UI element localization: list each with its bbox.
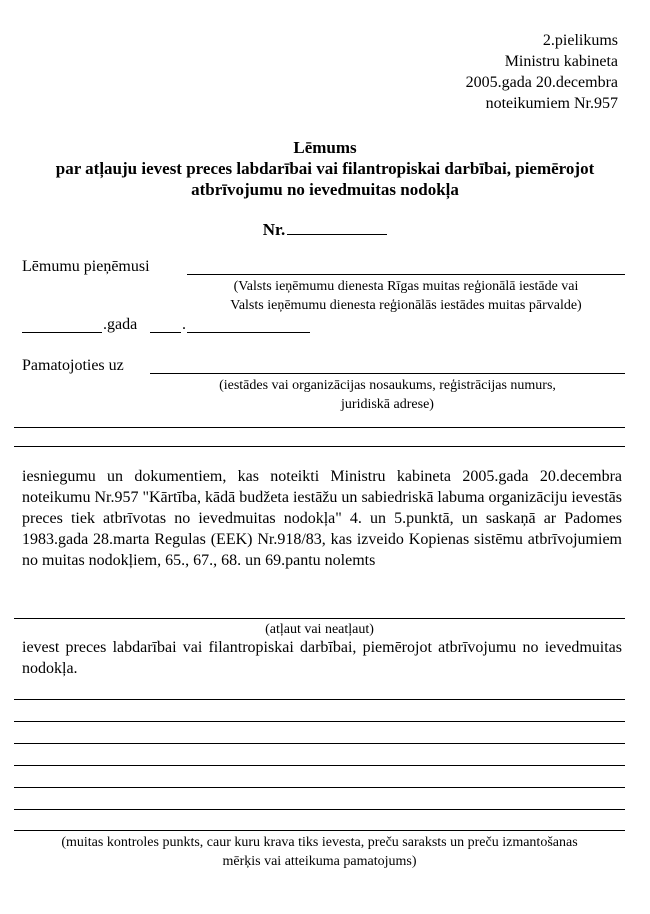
title-line-2: par atļauju ievest preces labdarībai vai filantropiskai darbībai, piemērojot: [55, 159, 595, 178]
decision-made-by-hint-1: (Valsts ieņēmumu dienesta Rīgas muitas reģionālā iestāde vai: [233, 279, 579, 294]
decision-made-by-hint-2: Valsts ieņēmumu dienesta reģionālās iestādes muitas pārvalde): [230, 298, 582, 313]
title-line-1: Lēmums: [293, 138, 357, 157]
blank-line-3: [14, 699, 625, 700]
date-month-line: [187, 332, 310, 333]
blank-line-7: [14, 787, 625, 788]
decision-made-by-line: [187, 274, 625, 275]
appendix-line-1: 2.pielikums: [542, 32, 618, 49]
appendix-line-4: noteikumiem Nr.957: [485, 95, 618, 112]
footer-hint-1: (muitas kontroles punkts, caur kuru krava tiks ievesta, preču saraksts un preču izmantošanas: [61, 835, 578, 850]
decision-made-by-hint: [187, 277, 625, 315]
blank-line-1: [14, 427, 625, 428]
number-label: Nr.: [262, 220, 286, 239]
decision-number: [0, 219, 650, 240]
decision-made-by-label: Lēmumu pieņēmusi: [22, 258, 150, 275]
title-line-3: atbrīvojumu no ievedmuitas nodokļa: [191, 180, 459, 199]
permit-line: [14, 618, 625, 619]
based-on-hint-1: (iestādes vai organizācijas nosaukums, reģistrācijas numurs,: [219, 378, 556, 393]
based-on-line: [150, 373, 625, 374]
blank-line-5: [14, 743, 625, 744]
based-on-label: Pamatojoties uz: [22, 357, 124, 374]
footer-hint-2: mērķis vai atteikuma pamatojums): [222, 854, 417, 869]
date-day-suffix: .: [182, 316, 186, 333]
import-text: ievest preces labdarībai vai filantropiskai darbībai, piemērojot atbrīvojumu no ievedmuitas nodokļa.: [22, 639, 622, 677]
blank-line-9: [14, 830, 625, 831]
based-on-hint-2: juridiskā adrese): [341, 397, 434, 412]
appendix-line-2: Ministru kabineta: [504, 53, 618, 70]
document-title: [0, 137, 650, 200]
date-year-line: [22, 332, 102, 333]
blank-line-8: [14, 809, 625, 810]
number-blank: [287, 220, 387, 235]
appendix-reference: [466, 30, 618, 114]
permit-hint: (atļaut vai neatļaut): [265, 622, 374, 637]
legal-basis-paragraph: iesniegumu un dokumentiem, kas noteikti Ministru kabineta 2005.gada 20.decembra noteikumu Nr.957 "Kārtība, kādā budžeta iestāžu un sabiedriskā labuma organizāciju ievestās preces tiek atbrīvotas no ievedmuitas nodokļa" 4. un 5.punktā, un saskaņā ar Padomes 1983.gada 28.marta Regulas (EEK) Nr.918/83, kas izveido Kopienas sistēmu atbrīvojumiem no muitas nodokļiem, 65., 67., 68. un 69.pantu nolemts: [22, 468, 622, 569]
blank-line-6: [14, 765, 625, 766]
appendix-line-3: 2005.gada 20.decembra: [465, 74, 618, 91]
based-on-hint: [150, 376, 625, 414]
footer-hint: [14, 833, 625, 871]
blank-line-2: [14, 446, 625, 447]
date-year-suffix: .gada: [103, 316, 138, 333]
blank-line-4: [14, 721, 625, 722]
date-day-line: [150, 332, 181, 333]
